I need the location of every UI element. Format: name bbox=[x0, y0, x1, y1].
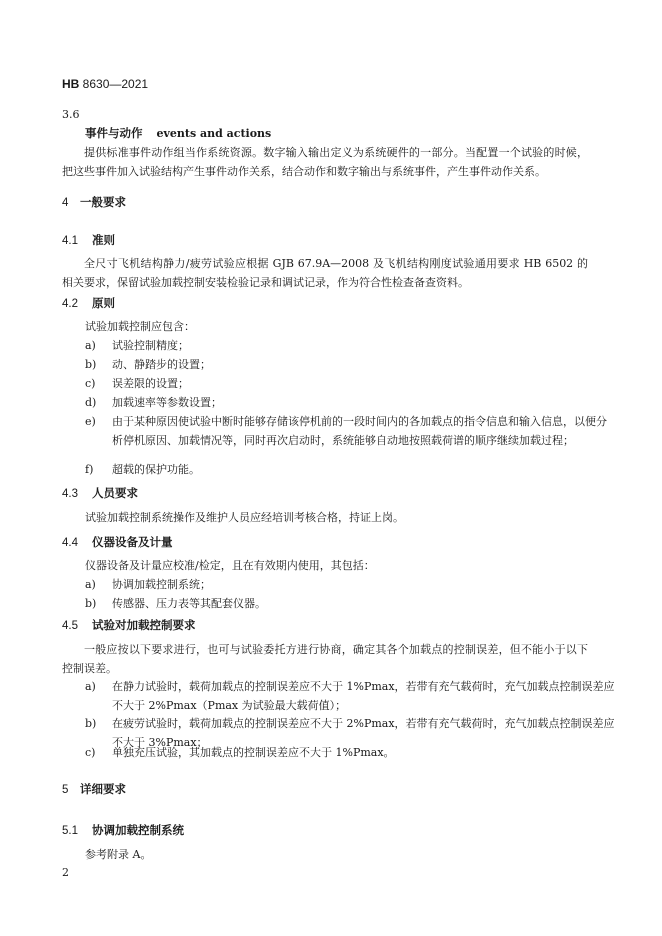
section-4-3-heading: 4.3 人员要求 bbox=[62, 488, 138, 500]
section-5-heading: 5 详细要求 bbox=[62, 784, 126, 796]
list-item: b) 传感器、压力表等其配套仪器。 bbox=[85, 597, 266, 610]
section-4-4-intro: 仪器设备及计量应校准/检定，且在有效期内使用，其包括： bbox=[85, 559, 375, 572]
list-item: f) 超载的保护功能。 bbox=[85, 463, 200, 476]
section-4-1-heading: 4.1 准则 bbox=[62, 235, 115, 247]
clause-3-6-definition: 提供标准事件动作组当作系统资源。数字输入输出定义为系统硬件的一部分。当配置一个试验的时候，把这些事件加入试验结构产生事件动作关系，结合动作和数字输出与系统事件，产生事件动作关系。 bbox=[62, 146, 588, 178]
list-item: b) 在疲劳试验时，载荷加载点的控制误差应不大于 2%Pmax，若带有充气载荷时，充气加载点控制误差应不大于 3%Pmax； bbox=[85, 717, 615, 749]
list-item: e) 由于某种原因使试验中断时能够存储该停机前的一段时间内的各加载点的指令信息和输入信息，以便分析停机原因、加载情况等，同时再次启动时，系统能够自动地按照载荷谱的顺序继续加载过程； bbox=[85, 415, 607, 447]
section-4-5-intro: 一般应按以下要求进行，也可与试验委托方进行协商，确定其各个加载点的控制误差，但不能小于以下控制误差。 bbox=[62, 643, 588, 675]
clause-3-6-term: 事件与动作 events and actions bbox=[85, 127, 272, 140]
list-item: a) 协调加载控制系统； bbox=[85, 578, 211, 591]
standard-code-header: HB 8630—2021 bbox=[62, 77, 149, 91]
section-4-2-intro: 试验加载控制应包含： bbox=[85, 320, 195, 333]
section-5-1-heading: 5.1 协调加载控制系统 bbox=[62, 825, 184, 837]
section-4-1-text: 全尺寸飞机结构静力/疲劳试验应根据 GJB 67.9A—2008 及飞机结构刚度试验通用要求 HB 6502 的相关要求，保留试验加载控制安装检验记录和调试记录，作为符合性检查备查资料。 bbox=[62, 257, 588, 289]
section-4-2-heading: 4.2 原则 bbox=[62, 298, 115, 310]
list-item: b) 动、静踏步的设置； bbox=[85, 358, 211, 371]
section-4-heading: 4 一般要求 bbox=[62, 197, 126, 209]
section-4-4-heading: 4.4 仪器设备及计量 bbox=[62, 537, 173, 549]
section-4-5-heading: 4.5 试验对加载控制要求 bbox=[62, 620, 196, 632]
list-item: a) 试验控制精度； bbox=[85, 339, 189, 352]
clause-3-6-number: 3.6 bbox=[62, 108, 80, 121]
list-item: d) 加载速率等参数设置； bbox=[85, 396, 222, 409]
list-item: a) 在静力试验时，载荷加载点的控制误差应不大于 1%Pmax，若带有充气载荷时，充气加载点控制误差应不大于 2%Pmax（Pmax 为试验最大载荷值）； bbox=[85, 680, 615, 712]
list-item: c) 误差限的设置； bbox=[85, 377, 189, 390]
page-number: 2 bbox=[62, 866, 69, 879]
section-5-1-text: 参考附录 A。 bbox=[85, 848, 152, 861]
section-4-3-text: 试验加载控制系统操作及维护人员应经培训考核合格，持证上岗。 bbox=[85, 511, 404, 524]
list-item: c) 单独充压试验，其加载点的控制误差应不大于 1%Pmax。 bbox=[85, 746, 395, 759]
